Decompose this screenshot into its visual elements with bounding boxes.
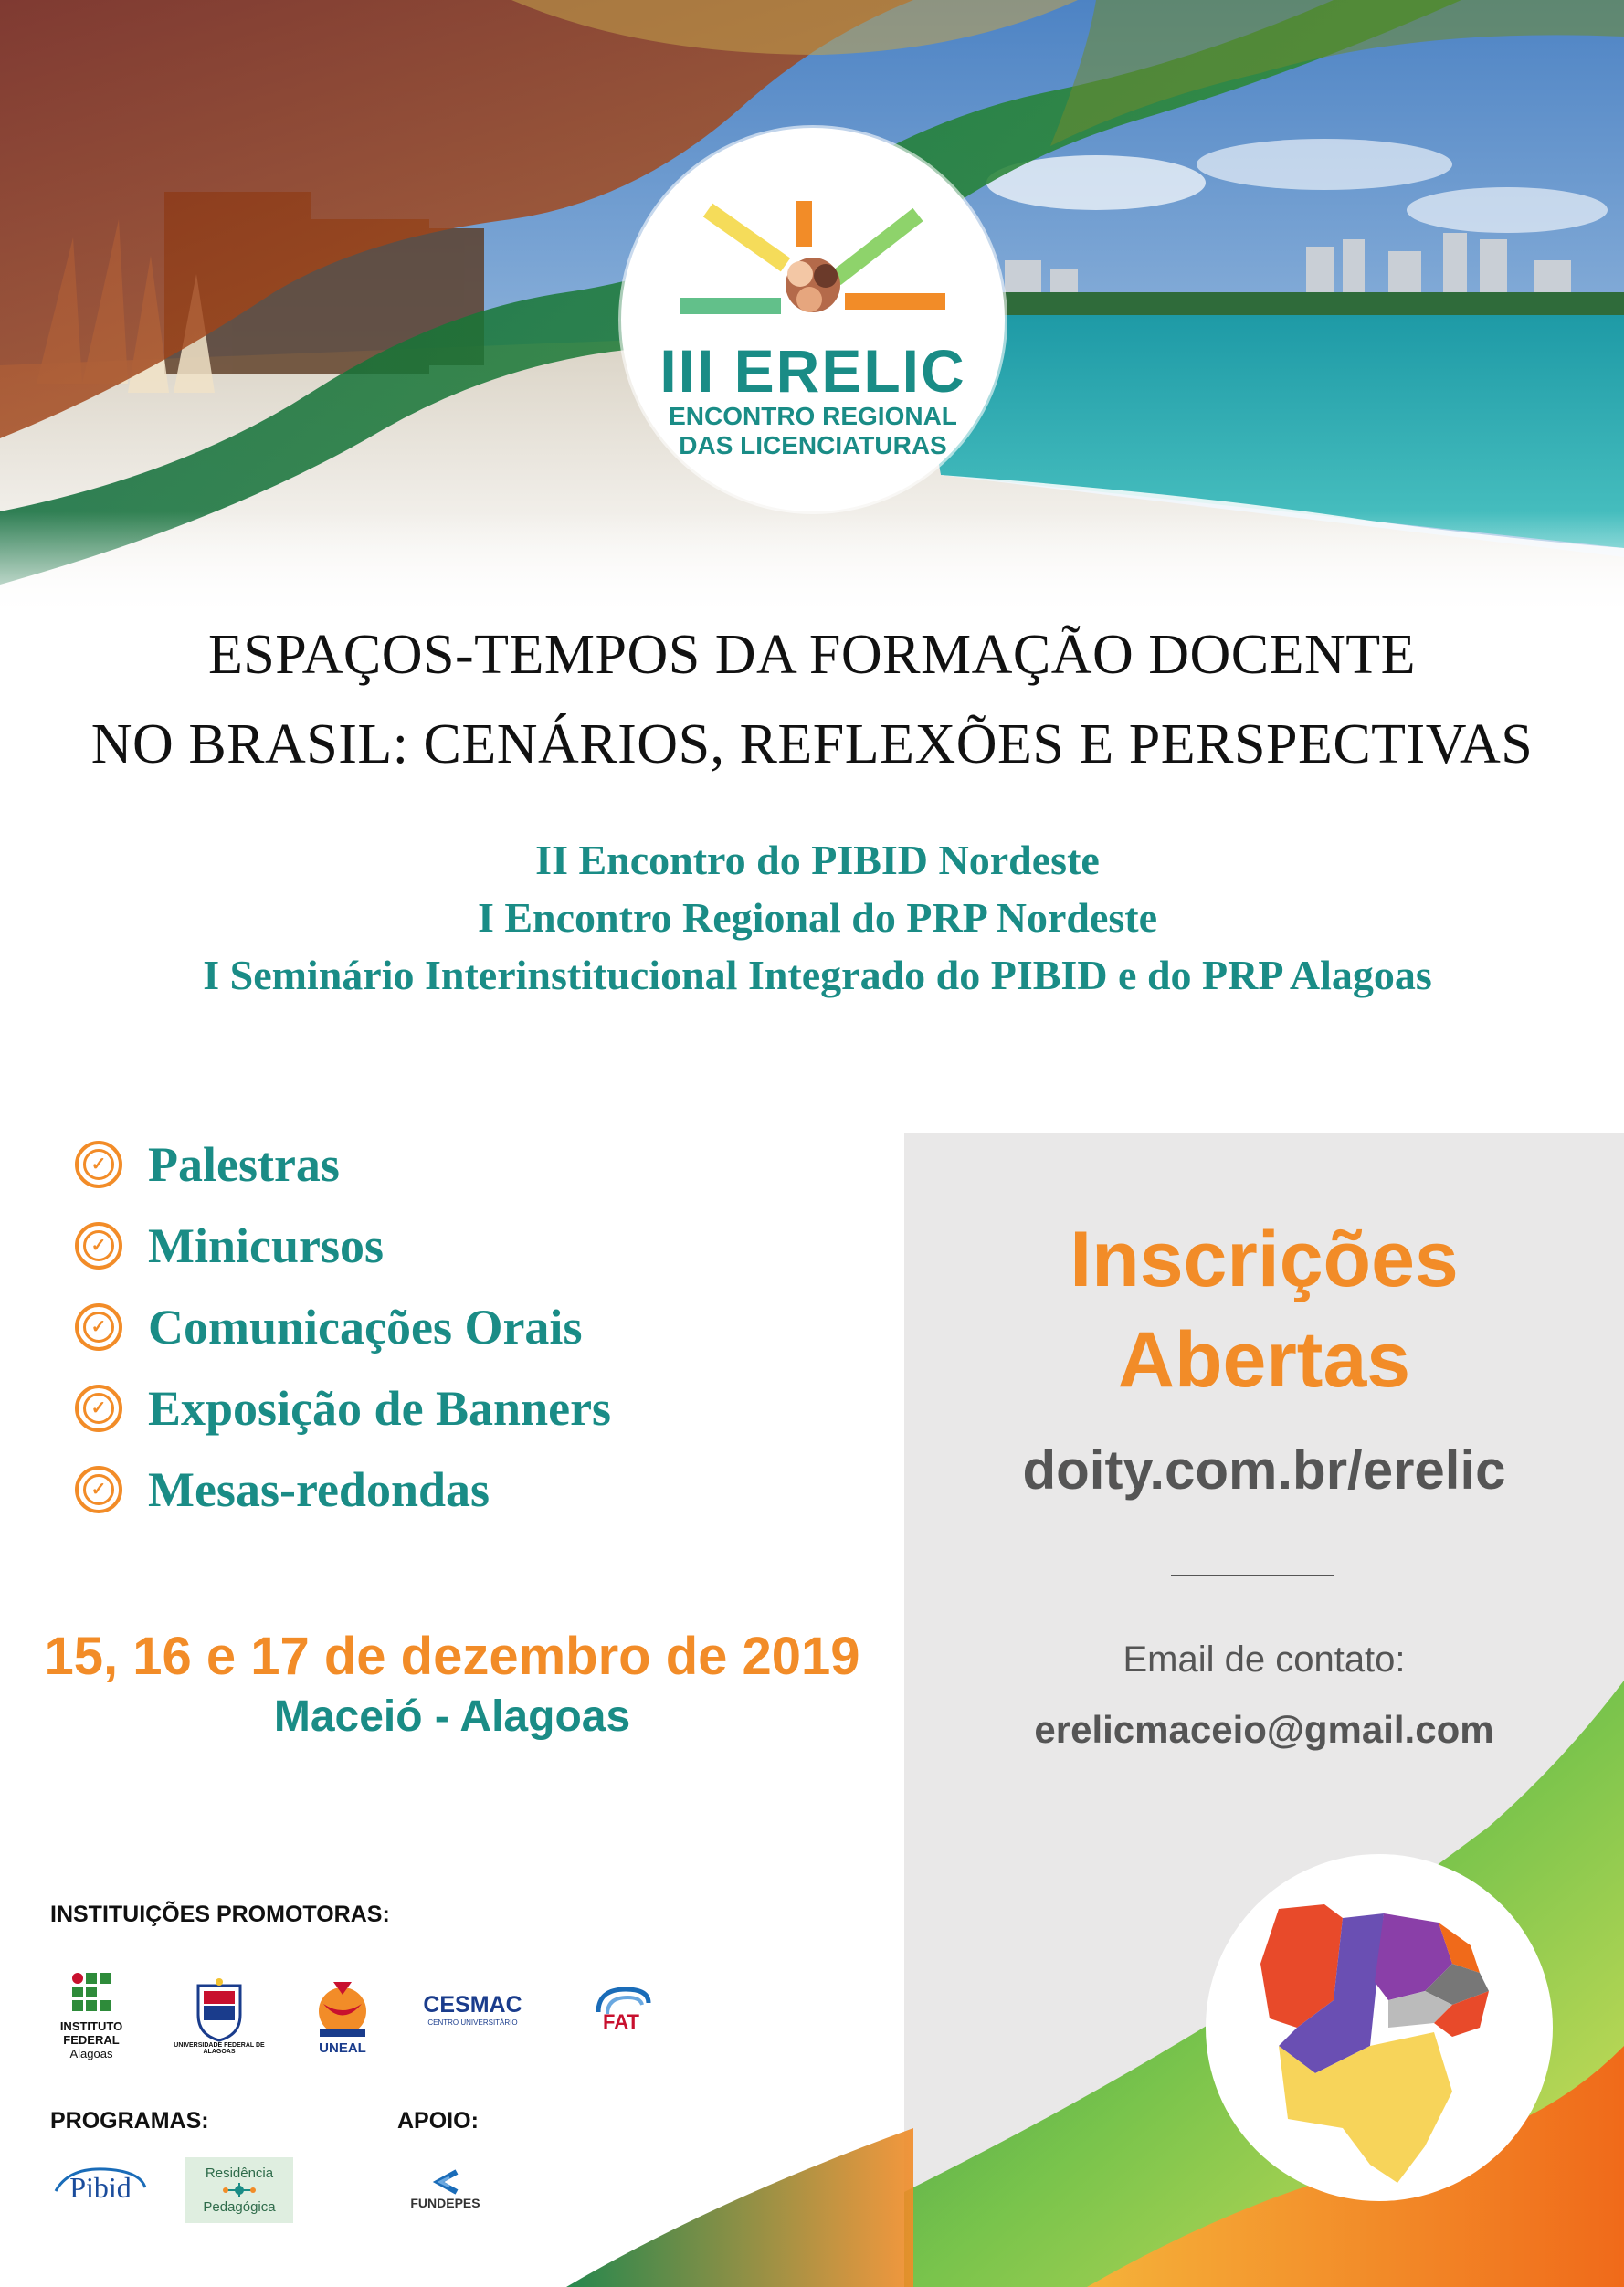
ifal-logo: [46, 1964, 137, 2069]
erelic-logo: [621, 128, 1005, 511]
subevent-3: I Seminário Interinstitucional Integrado do PIBID e do PRP Alagoas: [203, 952, 1432, 998]
pibid-name: Pibid: [69, 2170, 132, 2204]
check-circle-icon: ✓: [75, 1385, 122, 1432]
ifal-name-1: INSTITUTO: [59, 2019, 123, 2033]
ufal-name: UNIVERSIDADE FEDERAL DE ALAGOAS: [174, 2041, 265, 2055]
ifal-name-3: Alagoas: [69, 2047, 113, 2060]
ufal-logo: [169, 1964, 269, 2069]
check-circle-icon: ✓: [75, 1466, 122, 1513]
fat-name: FAT: [603, 2010, 639, 2033]
cesmac-logo: [411, 1982, 534, 2037]
ifal-name-2: FEDERAL: [63, 2033, 120, 2047]
subevent-2: I Encontro Regional do PRP Nordeste: [477, 894, 1158, 941]
event-location: Maceió - Alagoas: [273, 1692, 631, 1741]
ufal-crest-icon: [195, 1978, 244, 2042]
event-dates: 15, 16 e 17 de dezembro de 2019: [44, 1627, 860, 1686]
residencia-name-1: Residência: [205, 2166, 274, 2181]
check-circle-icon: ✓: [75, 1303, 122, 1351]
ifal-grid-icon: [71, 1972, 111, 2019]
activity-item: [75, 1214, 384, 1278]
activity-label: Comunicações Orais: [148, 1300, 583, 1354]
fat-logo: [553, 1973, 690, 2046]
fundepes-logo: [393, 2157, 498, 2221]
heading-line-2: NO BRASIL: CENÁRIOS, REFLEXÕES E PERSPECTIVAS: [90, 713, 1534, 775]
registration-link[interactable]: doity.com.br/erelic: [1022, 1439, 1506, 1501]
contact-email[interactable]: erelicmaceio@gmail.com: [1034, 1708, 1494, 1751]
network-nodes-icon: [221, 2181, 258, 2199]
check-circle-icon: ✓: [75, 1141, 122, 1188]
subevent-1: II Encontro do PIBID Nordeste: [535, 837, 1100, 883]
heading-line-1: ESPAÇOS-TEMPOS DA FORMAÇÃO DOCENTE: [207, 624, 1417, 686]
brazil-northeast-map-icon: [1206, 1854, 1553, 2201]
residencia-name-2: Pedagógica: [203, 2199, 276, 2215]
promoters-heading: INSTITUIÇÕES PROMOTORAS:: [50, 1902, 390, 1927]
uneal-emblem-icon: [311, 1976, 374, 2040]
support-heading: APOIO:: [397, 2108, 479, 2134]
activity-label: Minicursos: [148, 1218, 385, 1273]
registration-title-2: Abertas: [1117, 1316, 1411, 1404]
pibid-logo: [50, 2160, 151, 2215]
cesmac-name: CESMAC: [423, 1992, 522, 2018]
registration-title-1: Inscrições: [1070, 1216, 1459, 1303]
cesmac-subtitle: CENTRO UNIVERSITÁRIO: [427, 2018, 518, 2027]
fundepes-chevron-icon: [427, 2168, 464, 2196]
activity-label: Palestras: [148, 1137, 340, 1192]
logo-line-2: DAS LICENCIATURAS: [679, 431, 947, 459]
activity-item: [75, 1458, 490, 1522]
logo-line-1: ENCONTRO REGIONAL: [669, 402, 957, 430]
fundepes-name: FUNDEPES: [410, 2196, 480, 2210]
activity-item: [75, 1133, 340, 1196]
activity-label: Mesas-redondas: [148, 1462, 490, 1517]
programs-heading: PROGRAMAS:: [50, 2108, 209, 2134]
uneal-name: UNEAL: [319, 2040, 366, 2056]
activity-label: Exposição de Banners: [148, 1381, 612, 1436]
contact-label: Email de contato:: [1123, 1639, 1406, 1680]
activity-item: [75, 1295, 582, 1359]
logo-title: III ERELIC: [659, 337, 966, 405]
uneal-logo: [301, 1964, 384, 2069]
bottom-wave-decoration: [566, 2073, 913, 2287]
residencia-logo: [185, 2157, 293, 2223]
northeast-map: [1206, 1854, 1553, 2201]
activity-item: [75, 1376, 611, 1440]
check-circle-icon: ✓: [75, 1222, 122, 1270]
divider: [1171, 1575, 1334, 1576]
